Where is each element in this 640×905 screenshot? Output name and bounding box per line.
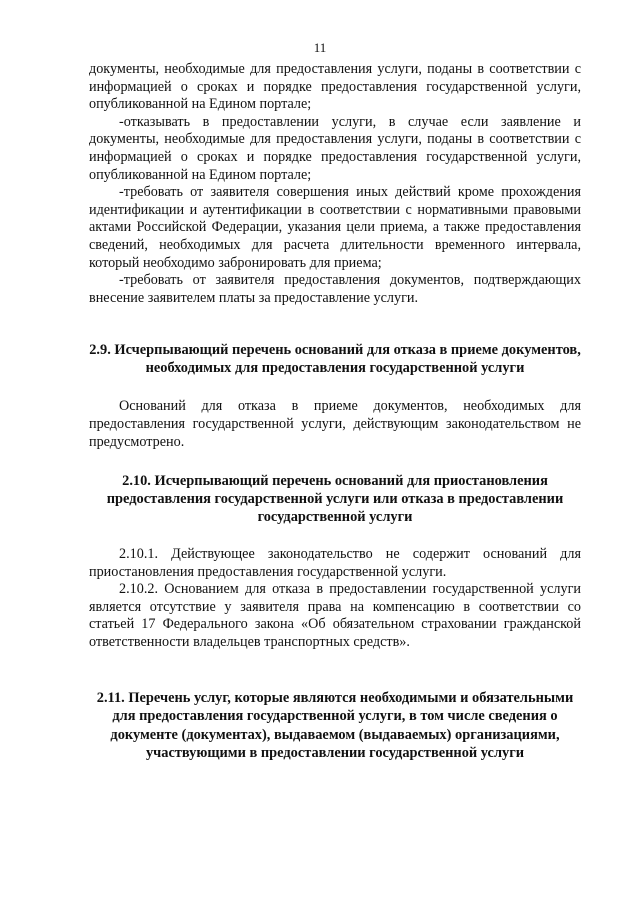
section-2-11-heading: 2.11. Перечень услуг, которые являются необходимыми и обязательными для предоставления государственной услуги, в том числе сведения о документе (документах), выдаваемом (выдаваемых) организациями, участвующими в предоставлении государственной услуги bbox=[96, 689, 574, 762]
section-2-9-heading: 2.9. Исчерпывающий перечень оснований для отказа в приеме документов, необходимых для предоставления государственной услуги bbox=[89, 342, 581, 377]
page-number: 11 bbox=[313, 40, 327, 55]
paragraph: документы, необходимые для предоставления услуги, поданы в соответствии с информацией о сроках и порядке предоставления государственной услуги, опубликованной на Едином портале; bbox=[89, 61, 581, 113]
section-2-9-body: Оснований для отказа в приеме документов, необходимых для предоставления государственной услуги, действующим законодательством не предусмотрено. bbox=[89, 398, 581, 450]
paragraph: -требовать от заявителя предоставления документов, подтверждающих внесение заявителем платы за предоставление услуги. bbox=[89, 272, 581, 306]
section-2-10-item: 2.10.1. Действующее законодательство не содержит оснований для приостановления предоставления государственной услуги. bbox=[89, 546, 581, 580]
section-2-11 bbox=[89, 689, 581, 763]
section-2-9 bbox=[89, 341, 581, 451]
page-content bbox=[89, 61, 581, 763]
paragraph: -требовать от заявителя совершения иных действий кроме прохождения идентификации и аутентификации в соответствии с нормативными правовыми актами Российской Федерации, указания цели приема, а также предоставления сведений, необходимых для расчета длительности временного интервала, который необходимо забронировать для приема; bbox=[89, 184, 581, 271]
section-2-10 bbox=[89, 472, 581, 652]
paragraph: -отказывать в предоставлении услуги, в случае если заявление и документы, необходимые для предоставления услуги, поданы в соответствии с информацией о сроках и порядке предоставления государственной услуги, опубликованной на Едином портале; bbox=[89, 113, 581, 183]
section-2-10-item: 2.10.2. Основанием для отказа в предоставлении государственной услуги является отсутствие у заявителя права на компенсацию в соответствии со статьей 17 Федерального закона «Об обязательном страховании гражданской ответственности владельцев транспортных средств». bbox=[89, 581, 581, 651]
section-2-10-heading: 2.10. Исчерпывающий перечень оснований для приостановления предоставления государственной услуги или отказа в предоставлении государственной услуги bbox=[106, 473, 564, 526]
